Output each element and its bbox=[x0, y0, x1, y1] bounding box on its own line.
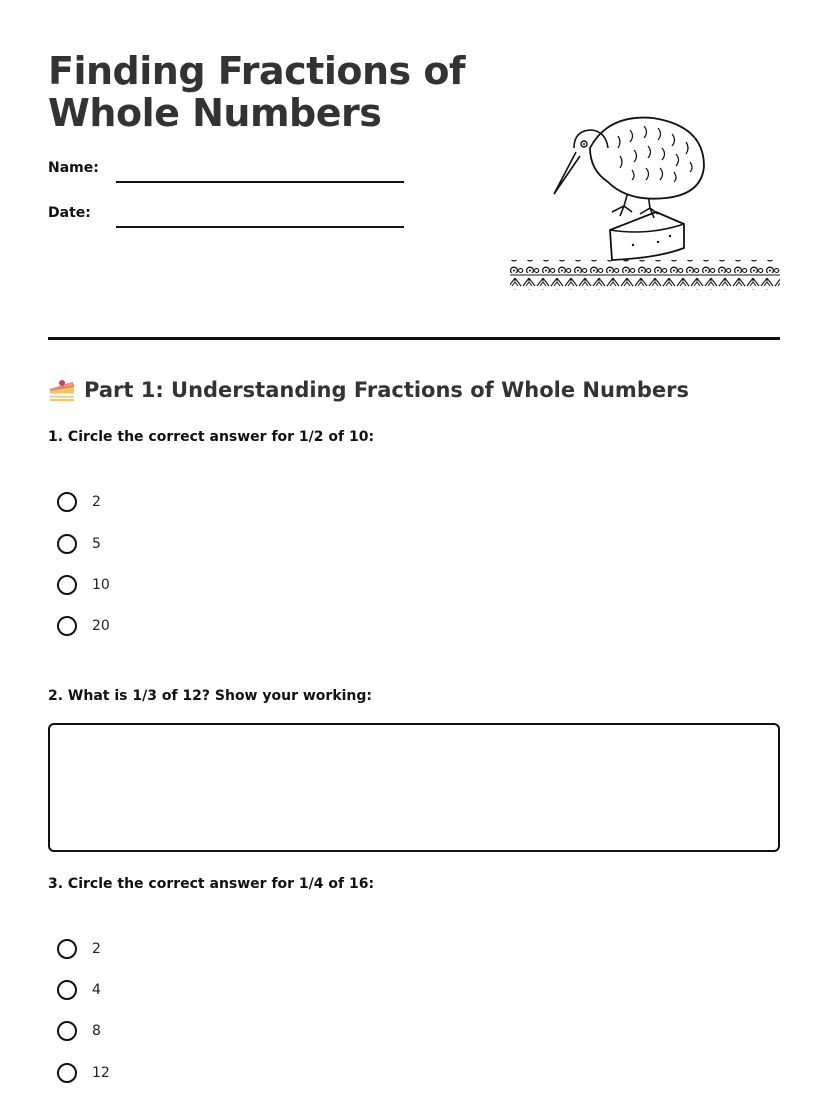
page-title: Finding Fractions of Whole Numbers bbox=[48, 49, 466, 135]
question-3-prompt: 3. Circle the correct answer for 1/4 of 16: bbox=[48, 876, 375, 892]
q1-option-label: 2 bbox=[92, 494, 101, 510]
radio-circle[interactable] bbox=[57, 980, 77, 1000]
part1-title: Part 1: Understanding Fractions of Whole Numbers bbox=[84, 378, 689, 402]
radio-circle[interactable] bbox=[57, 492, 77, 512]
q3-option-label: 4 bbox=[92, 982, 101, 998]
cake-slice-icon bbox=[48, 376, 76, 404]
radio-circle[interactable] bbox=[57, 939, 77, 959]
name-field[interactable] bbox=[116, 181, 404, 183]
radio-circle[interactable] bbox=[57, 575, 77, 595]
date-field[interactable] bbox=[116, 226, 404, 228]
part1-heading bbox=[48, 374, 689, 406]
q1-option[interactable] bbox=[57, 573, 110, 597]
q1-option[interactable] bbox=[57, 532, 101, 556]
q3-option[interactable] bbox=[57, 937, 101, 961]
q1-option-label: 10 bbox=[92, 577, 110, 593]
q3-option[interactable] bbox=[57, 1061, 110, 1085]
q3-option-label: 8 bbox=[92, 1023, 101, 1039]
q3-option-label: 2 bbox=[92, 941, 101, 957]
q3-option[interactable] bbox=[57, 1019, 101, 1043]
q1-option-label: 5 bbox=[92, 536, 101, 552]
q1-option[interactable] bbox=[57, 490, 101, 514]
q1-option[interactable] bbox=[57, 614, 110, 638]
radio-circle[interactable] bbox=[57, 1063, 77, 1083]
question-1-prompt: 1. Circle the correct answer for 1/2 of 10: bbox=[48, 429, 375, 445]
radio-circle[interactable] bbox=[57, 616, 77, 636]
q3-option-label: 12 bbox=[92, 1065, 110, 1081]
name-label: Name: bbox=[48, 160, 99, 176]
kiwi-bird-on-cheese-icon bbox=[508, 108, 782, 300]
radio-circle[interactable] bbox=[57, 534, 77, 554]
question-2-prompt: 2. What is 1/3 of 12? Show your working: bbox=[48, 688, 373, 704]
q3-option[interactable] bbox=[57, 978, 101, 1002]
radio-circle[interactable] bbox=[57, 1021, 77, 1041]
date-label: Date: bbox=[48, 205, 91, 221]
question-2-answer-box[interactable] bbox=[48, 723, 780, 852]
q1-option-label: 20 bbox=[92, 618, 110, 634]
section-divider bbox=[48, 337, 780, 340]
